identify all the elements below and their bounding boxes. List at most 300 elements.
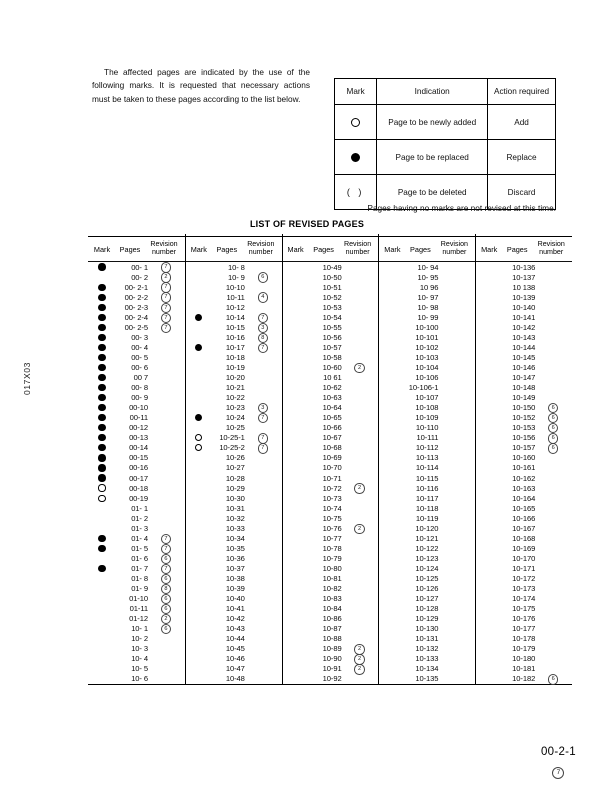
- page-number: 10-51: [322, 282, 342, 292]
- page-entry: [378, 352, 475, 362]
- table-row: [88, 664, 572, 674]
- page-number: 10-108: [415, 403, 439, 413]
- page-number: 10-133: [415, 654, 439, 664]
- page-entry: [475, 362, 572, 372]
- page-entry: [282, 614, 379, 624]
- page-number: 01-10: [129, 594, 148, 604]
- legend-header-row: [335, 79, 556, 105]
- page-entry: [378, 393, 475, 403]
- page-footer: [541, 746, 576, 779]
- table-row: [88, 383, 572, 393]
- page-entry: [185, 413, 282, 423]
- page-entry: [475, 634, 572, 644]
- page-number: 10-130: [415, 624, 439, 634]
- mark-cell: [90, 263, 114, 270]
- circled-revision-number: 6: [548, 674, 558, 684]
- page-number: 10-32: [225, 513, 245, 523]
- page-number: 10-131: [415, 634, 439, 644]
- page-number: 10-182: [512, 674, 536, 684]
- page-number: 10-28: [225, 473, 245, 483]
- page-entry: [475, 594, 572, 604]
- page-entry: [475, 553, 572, 563]
- page-entry: [88, 433, 185, 443]
- header-pages: Pages: [506, 244, 528, 254]
- page-entry: [88, 473, 185, 483]
- page-number: 10-78: [322, 543, 342, 553]
- page-number: 01-11: [129, 604, 148, 614]
- page-entry: [282, 262, 379, 272]
- page-entry: [185, 513, 282, 523]
- page-number: 10-45: [225, 644, 245, 654]
- page-entry: [475, 503, 572, 513]
- table-row: [88, 342, 572, 352]
- page-entry: [378, 292, 475, 302]
- page-number: 10-18: [225, 352, 245, 362]
- page-entry: [475, 644, 572, 654]
- page-number: 10-101: [415, 332, 439, 342]
- page-entry: [378, 553, 475, 563]
- circled-revision-number: 7: [161, 534, 171, 544]
- circled-revision-number: 7: [161, 303, 171, 313]
- legend-header-indication: Indication: [377, 79, 488, 105]
- table-row: [88, 483, 572, 493]
- page-number: 10-169: [512, 543, 536, 553]
- page-number: 10-38: [225, 573, 245, 583]
- page-entry: [378, 634, 475, 644]
- mark-cell: [90, 284, 114, 291]
- page-number: 10-48: [225, 674, 245, 684]
- page-entry: [88, 503, 185, 513]
- page-number: 00-11: [129, 413, 148, 423]
- mark-cell: [187, 444, 211, 451]
- page-entry: [282, 463, 379, 473]
- page-number: 10- 9: [227, 272, 245, 282]
- page-entry: [378, 302, 475, 312]
- page-entry: [185, 473, 282, 483]
- page-entry: [185, 373, 282, 383]
- page-entry: [185, 674, 282, 684]
- page-number: 10-176: [512, 614, 536, 624]
- filled-circle-icon: [98, 394, 105, 401]
- legend-action-replace: Replace: [488, 140, 556, 175]
- table-row: [88, 423, 572, 433]
- page-number: 00- 5: [131, 352, 148, 362]
- page-entry: [475, 463, 572, 473]
- page-number: 10-109: [415, 413, 439, 423]
- page-number: 10-118: [415, 503, 439, 513]
- page-entry: [185, 614, 282, 624]
- page-number: 00-19: [129, 493, 148, 503]
- no-marks-note: Pages having no marks are not revised at this time.: [367, 203, 556, 213]
- circled-revision-number: 3: [258, 403, 268, 413]
- page-number: 10- 94: [417, 262, 439, 272]
- circled-revision-number: 7: [161, 564, 171, 574]
- legend-indication-discard: Page to be deleted: [377, 175, 488, 210]
- page-number: 10-88: [322, 634, 342, 644]
- list-title: LIST OF REVISED PAGES: [249, 219, 365, 229]
- mark-cell: [90, 334, 114, 341]
- table-row: [88, 393, 572, 403]
- page-number: 10-175: [512, 604, 536, 614]
- filled-circle-icon: [98, 434, 105, 441]
- page-number: 10-119: [415, 513, 439, 523]
- column-group-header-5: [475, 237, 572, 261]
- page-number: 10-116: [415, 483, 439, 493]
- filled-circle-icon: [98, 545, 105, 552]
- page-number: 00- 2-3: [124, 302, 148, 312]
- mark-cell: [90, 535, 114, 542]
- page-number: 10-120: [415, 523, 439, 533]
- filled-circle-icon: [98, 364, 105, 371]
- header-pages: Pages: [313, 244, 334, 254]
- page-entry: [88, 393, 185, 403]
- page-entry: [185, 664, 282, 674]
- footer-revision: [541, 761, 576, 779]
- mark-cell: [187, 314, 211, 321]
- page-entry: [88, 413, 185, 423]
- header-revision-number: Revision number: [537, 240, 565, 256]
- column-group-header-2: [185, 237, 282, 261]
- page-entry: [282, 292, 379, 302]
- circled-revision-number: 4: [258, 292, 268, 302]
- page-entry: [282, 533, 379, 543]
- page-entry: [378, 312, 475, 322]
- mark-cell: [90, 565, 114, 572]
- page-number: 10-67: [322, 433, 342, 443]
- page-number: 01- 1: [131, 503, 148, 513]
- circled-revision-number: 6: [161, 624, 171, 634]
- page-number: 10- 3: [131, 644, 148, 654]
- page-entry: [475, 533, 572, 543]
- page-number: 10-37: [225, 563, 245, 573]
- page-entry: [185, 483, 282, 493]
- page-number: 10-73: [322, 493, 342, 503]
- page-number: 10-30: [225, 493, 245, 503]
- page-number: 10-163: [512, 483, 536, 493]
- page-number: 10-111: [416, 433, 439, 443]
- page-entry: [185, 443, 282, 453]
- page-number: 10-161: [512, 463, 536, 473]
- page-number: 10 138: [512, 282, 536, 292]
- page-number: 00- 1: [131, 262, 148, 272]
- page-entry: [475, 383, 572, 393]
- page-number: 10-15: [225, 322, 245, 332]
- page-number: 10-143: [512, 332, 536, 342]
- page-entry: [282, 573, 379, 583]
- page-entry: [378, 322, 475, 332]
- page-number: 10-172: [512, 573, 536, 583]
- page-number: 00- 2: [131, 272, 148, 282]
- column-group-header-1: [88, 237, 185, 261]
- table-row: [88, 352, 572, 362]
- page-number: 10-41: [225, 604, 245, 614]
- page-number: 10-179: [512, 644, 536, 654]
- table-row: [88, 674, 572, 684]
- circled-revision-number: 7: [258, 413, 268, 423]
- page-number: 10-150: [512, 403, 536, 413]
- page-entry: [378, 433, 475, 443]
- revision-number: [246, 342, 280, 353]
- page-number: 10-55: [322, 322, 342, 332]
- page-entry: [88, 453, 185, 463]
- page-number: 00- 2-4: [124, 312, 148, 322]
- mark-cell: [90, 414, 114, 421]
- circled-revision-number: 7: [161, 262, 171, 272]
- filled-circle-icon: [98, 424, 105, 431]
- legend-indication-add: Page to be newly added: [377, 105, 488, 140]
- page-number: 10-17: [225, 342, 245, 352]
- page-number: 10-165: [512, 503, 536, 513]
- page-number: 10-21: [225, 383, 245, 393]
- page-entry: [378, 282, 475, 292]
- page-entry: [185, 543, 282, 553]
- table-row: [88, 332, 572, 342]
- page-entry: [88, 423, 185, 433]
- page-number: 00-12: [129, 423, 148, 433]
- page-entry: [378, 413, 475, 423]
- page-entry: [378, 563, 475, 573]
- page-number: 10-125: [415, 573, 439, 583]
- circled-revision-number: 6: [548, 443, 558, 453]
- page-entry: [282, 383, 379, 393]
- circled-revision-number: 2: [354, 664, 364, 674]
- page-entry: [282, 342, 379, 352]
- filled-circle-icon: [98, 404, 105, 411]
- page-entry: [475, 342, 572, 352]
- page-number: 10-42: [225, 614, 245, 624]
- page-number: 10-12: [225, 302, 245, 312]
- page-entry: [282, 664, 379, 674]
- mark-cell: [187, 344, 211, 351]
- filled-circle-icon: [98, 294, 105, 301]
- circled-revision-number: 6: [548, 423, 558, 433]
- page-number: 10-64: [322, 403, 342, 413]
- page-number: 10-19: [225, 362, 245, 372]
- page-entry: [282, 302, 379, 312]
- page-number: 10-156: [512, 433, 536, 443]
- page-entry: [378, 523, 475, 533]
- page-entry: [88, 513, 185, 523]
- filled-circle-icon: [98, 535, 105, 542]
- filled-circle-icon: [98, 474, 105, 481]
- table-row: [88, 443, 572, 453]
- table-row: [88, 453, 572, 463]
- page-number: 10-11: [226, 292, 245, 302]
- filled-circle-icon: [98, 444, 105, 451]
- page-number: 10-115: [415, 473, 439, 483]
- page-number: 10-127: [415, 594, 439, 604]
- header-mark: Mark: [384, 244, 401, 254]
- page-number: 10-141: [512, 312, 536, 322]
- open-circle-icon: [98, 495, 105, 502]
- page-number: 10-103: [415, 352, 439, 362]
- page-number: 10-160: [512, 453, 536, 463]
- open-circle-icon: [195, 444, 202, 451]
- revision-number: [343, 362, 377, 373]
- page-entry: [282, 594, 379, 604]
- mark-cell: [187, 414, 211, 421]
- mark-cell: [90, 545, 114, 552]
- mark-cell: [90, 454, 114, 461]
- page-entry: [88, 332, 185, 342]
- page-entry: [282, 312, 379, 322]
- filled-circle-icon: [98, 374, 105, 381]
- page-entry: [475, 674, 572, 684]
- page-number: 10- 5: [131, 664, 148, 674]
- page-entry: [378, 493, 475, 503]
- page-number: 10-63: [322, 393, 342, 403]
- page-number: 10-174: [512, 594, 536, 604]
- circled-revision-number: 6: [161, 554, 171, 564]
- page-number: 10-135: [415, 674, 439, 684]
- page-entry: [475, 322, 572, 332]
- header-mark: Mark: [481, 244, 498, 254]
- page-number: 10-106-1: [408, 383, 439, 393]
- page-entry: [378, 644, 475, 654]
- page-entry: [88, 463, 185, 473]
- page-entry: [378, 604, 475, 614]
- page-entry: [378, 654, 475, 664]
- open-circle-icon: [351, 118, 360, 127]
- legend-action-discard: Discard: [488, 175, 556, 210]
- page-number: 10-62: [322, 383, 342, 393]
- circled-revision-number: 7: [161, 313, 171, 323]
- circled-revision-number: 2: [354, 644, 364, 654]
- page-number: 10-82: [322, 584, 342, 594]
- page-entry: [185, 342, 282, 352]
- page-entry: [185, 573, 282, 583]
- page-entry: [282, 413, 379, 423]
- page-number: 10-152: [512, 413, 536, 423]
- page-number: 10-142: [512, 322, 536, 332]
- page-number: 10-128: [415, 604, 439, 614]
- mark-cell: [90, 434, 114, 441]
- revision-number: [149, 623, 183, 634]
- table-row: [88, 433, 572, 443]
- page-entry: [475, 292, 572, 302]
- header-revision-number: Revision number: [150, 240, 178, 256]
- page-number: 01- 7: [131, 563, 148, 573]
- page-number: 10-58: [322, 352, 342, 362]
- page-entry: [282, 563, 379, 573]
- mark-cell: [90, 464, 114, 471]
- revision-number: [343, 482, 377, 493]
- circled-revision-number: 2: [161, 272, 171, 282]
- table-row: [88, 503, 572, 513]
- page-entry: [282, 373, 379, 383]
- header-pages: Pages: [216, 244, 238, 254]
- page-entry: [378, 614, 475, 624]
- page-number: 10-122: [415, 543, 439, 553]
- page-number: 10-164: [512, 493, 536, 503]
- page-number: 10-70: [322, 463, 342, 473]
- page-number: 10-114: [415, 463, 439, 473]
- page-entry: [475, 443, 572, 453]
- page-number: 01-12: [129, 614, 148, 624]
- page-number: 10-76: [322, 523, 342, 533]
- page-entry: [475, 473, 572, 483]
- page-number: 10-26: [225, 453, 245, 463]
- circled-revision-number: 3: [258, 323, 268, 333]
- mark-cell: [90, 474, 114, 481]
- legend-action-add: Add: [488, 105, 556, 140]
- table-body: [88, 262, 572, 684]
- filled-circle-icon: [98, 324, 105, 331]
- legend-mark-cell: [335, 140, 377, 175]
- page-entry: [185, 352, 282, 362]
- page-entry: [88, 443, 185, 453]
- filled-circle-icon: [98, 565, 105, 572]
- page-entry: [475, 262, 572, 272]
- circled-revision-number: 7: [258, 443, 268, 453]
- page-number: 10-25: [225, 423, 245, 433]
- page-number: 10-39: [225, 584, 245, 594]
- page-entry: [282, 674, 379, 684]
- page-number: 10-75: [322, 513, 342, 523]
- page-entry: [475, 584, 572, 594]
- footer-page-number: 00-2-1: [540, 746, 576, 758]
- revision-number: [149, 322, 183, 333]
- filled-circle-icon: [98, 334, 105, 341]
- page-entry: [378, 262, 475, 272]
- page-entry: [185, 624, 282, 634]
- page-number: 10-66: [322, 423, 342, 433]
- page-entry: [378, 332, 475, 342]
- page-number: 01- 2: [131, 513, 148, 523]
- circled-revision-number: 2: [354, 483, 364, 493]
- page-number: 10-14: [225, 312, 245, 322]
- page-entry: [475, 493, 572, 503]
- mark-cell: [90, 384, 114, 391]
- page-number: 10-180: [512, 654, 536, 664]
- table-row: [88, 644, 572, 654]
- page-number: 10-139: [512, 292, 536, 302]
- mark-cell: [90, 364, 114, 371]
- header-mark: Mark: [190, 244, 207, 254]
- page-entry: [378, 573, 475, 583]
- parentheses-icon: ( ): [346, 187, 365, 197]
- circled-revision-number: 7: [552, 767, 564, 779]
- circled-revision-number: 2: [354, 654, 364, 664]
- page-entry: [185, 634, 282, 644]
- page-entry: [88, 383, 185, 393]
- filled-circle-icon: [98, 464, 105, 471]
- page-entry: [378, 473, 475, 483]
- page-entry: [185, 644, 282, 654]
- page-number: 00- 2-2: [124, 292, 148, 302]
- page-number: 10-27: [225, 463, 245, 473]
- page-entry: [475, 573, 572, 583]
- page-number: 10-106: [415, 373, 439, 383]
- circled-revision-number: 7: [161, 544, 171, 554]
- page-entry: [378, 664, 475, 674]
- circled-revision-number: 6: [161, 594, 171, 604]
- page-number: 10- 2: [131, 634, 148, 644]
- page-number: 00-17: [129, 473, 148, 483]
- page-number: 01- 9: [131, 584, 148, 594]
- page-number: 00- 2-5: [124, 322, 148, 332]
- page-number: 10-44: [225, 634, 245, 644]
- page-entry: [378, 513, 475, 523]
- mark-cell: [90, 424, 114, 431]
- filled-circle-icon: [98, 344, 105, 351]
- page-number: 10-84: [322, 604, 342, 614]
- page-number: 10-112: [415, 443, 439, 453]
- page-number: 00-18: [129, 483, 148, 493]
- page-entry: [185, 463, 282, 473]
- page-entry: [378, 533, 475, 543]
- circled-revision-number: 6: [161, 604, 171, 614]
